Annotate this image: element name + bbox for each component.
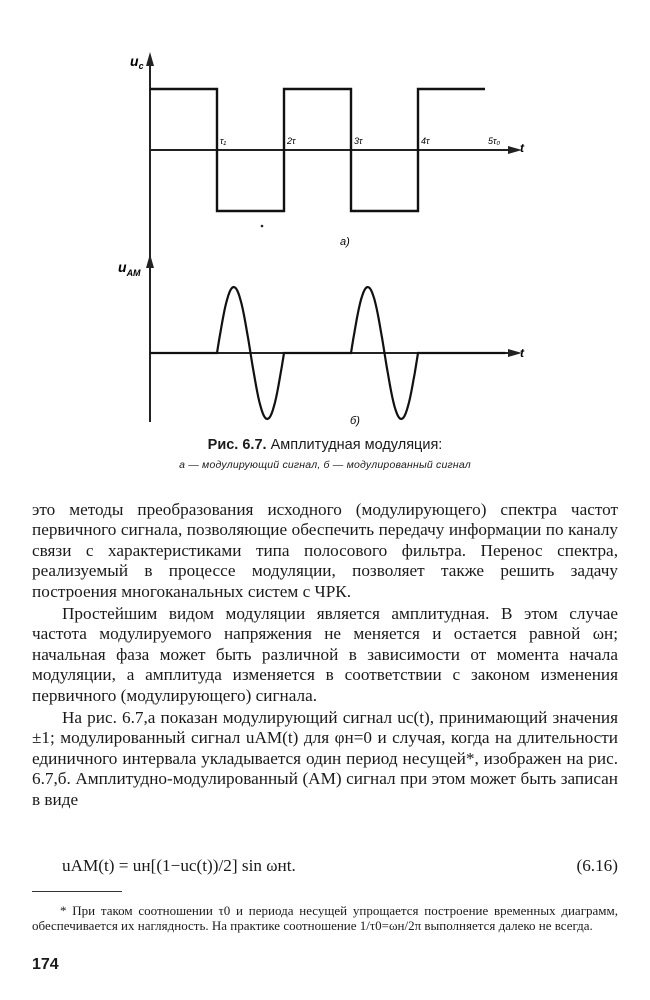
figure-caption-text: Амплитудная модуляция: <box>266 437 443 453</box>
plot-a-sublabel: a) <box>340 236 350 248</box>
tick-label-1: τ₁ <box>220 136 227 146</box>
plot-b-y-arrow <box>146 254 154 268</box>
paragraph-2: Простейшим видом модуляции является амплитудная. В этом случае частота модулируемого напряжения не меняется и остается равной ωн; начальная фаза может быть различной в зависимости от момента начала модуляции, а амплитуда изменяется в соответствии с законом изменения первичного (модулирующего) сигнала. <box>32 604 618 705</box>
tick-label-4: 4τ <box>421 136 430 146</box>
paragraph-1: это методы преобразования исходного (модулирующего) спектра частот первичного сигнала, позволяющие обеспечить передачу информации по каналу связи с характеристиками типа полосового фильтра. Перенос спектра, реализуемый в процессе модуляции, позволяет также решить задачу построения многоканальных систем с ЧРК. <box>32 500 618 601</box>
tick-label-2: 2τ <box>287 136 296 146</box>
plot-a-y-label: $u_c$ <box>130 53 144 71</box>
plot-b-y-label: $u_{AM}$ <box>118 259 141 278</box>
figure-caption-title <box>0 437 650 453</box>
page-number: 174 <box>32 956 59 973</box>
figure-caption-subtitle: а — модулирующий сигнал, б — модулированный сигнал <box>179 459 471 471</box>
plot-b-am-signal <box>150 287 505 419</box>
plot-a-mark <box>261 225 264 228</box>
formula-expression: uAM(t) = uн[(1−uc(t))/2] sin ωнt. <box>62 856 296 875</box>
body-text <box>32 500 618 810</box>
formula-6-16 <box>62 856 618 878</box>
tick-label-3: 3τ <box>354 136 363 146</box>
footnote: * При таком соотношении τ0 и периода несущей упрощается построение временных диаграмм, обеспечивается их наглядность. На практике соотношение 1/τ0=ωн/2π выполняется далеко не всегда. <box>32 903 618 933</box>
paragraph-3: На рис. 6.7,а показан модулирующий сигнал uc(t), принимающий значения ±1; модулированный сигнал uAM(t) для φн=0 и случая, когда на длительности единичного интервала укладывается один период несущей*, изображен на рис. 6.7,б. Амплитудно-модулированный (АМ) сигнал при этом может быть записан в виде <box>32 708 618 809</box>
formula-number: (6.16) <box>576 856 618 875</box>
plot-b-x-label: t <box>520 346 524 360</box>
plot-a-y-arrow <box>146 52 154 66</box>
footnote-divider <box>32 891 122 892</box>
figure-6-7 <box>0 0 650 440</box>
plot-b-sublabel: б) <box>350 415 360 427</box>
figure-number: Рис. 6.7. <box>207 437 267 453</box>
tick-label-5: 5τ₀ <box>488 136 501 146</box>
plot-a-x-label: t <box>520 141 524 155</box>
